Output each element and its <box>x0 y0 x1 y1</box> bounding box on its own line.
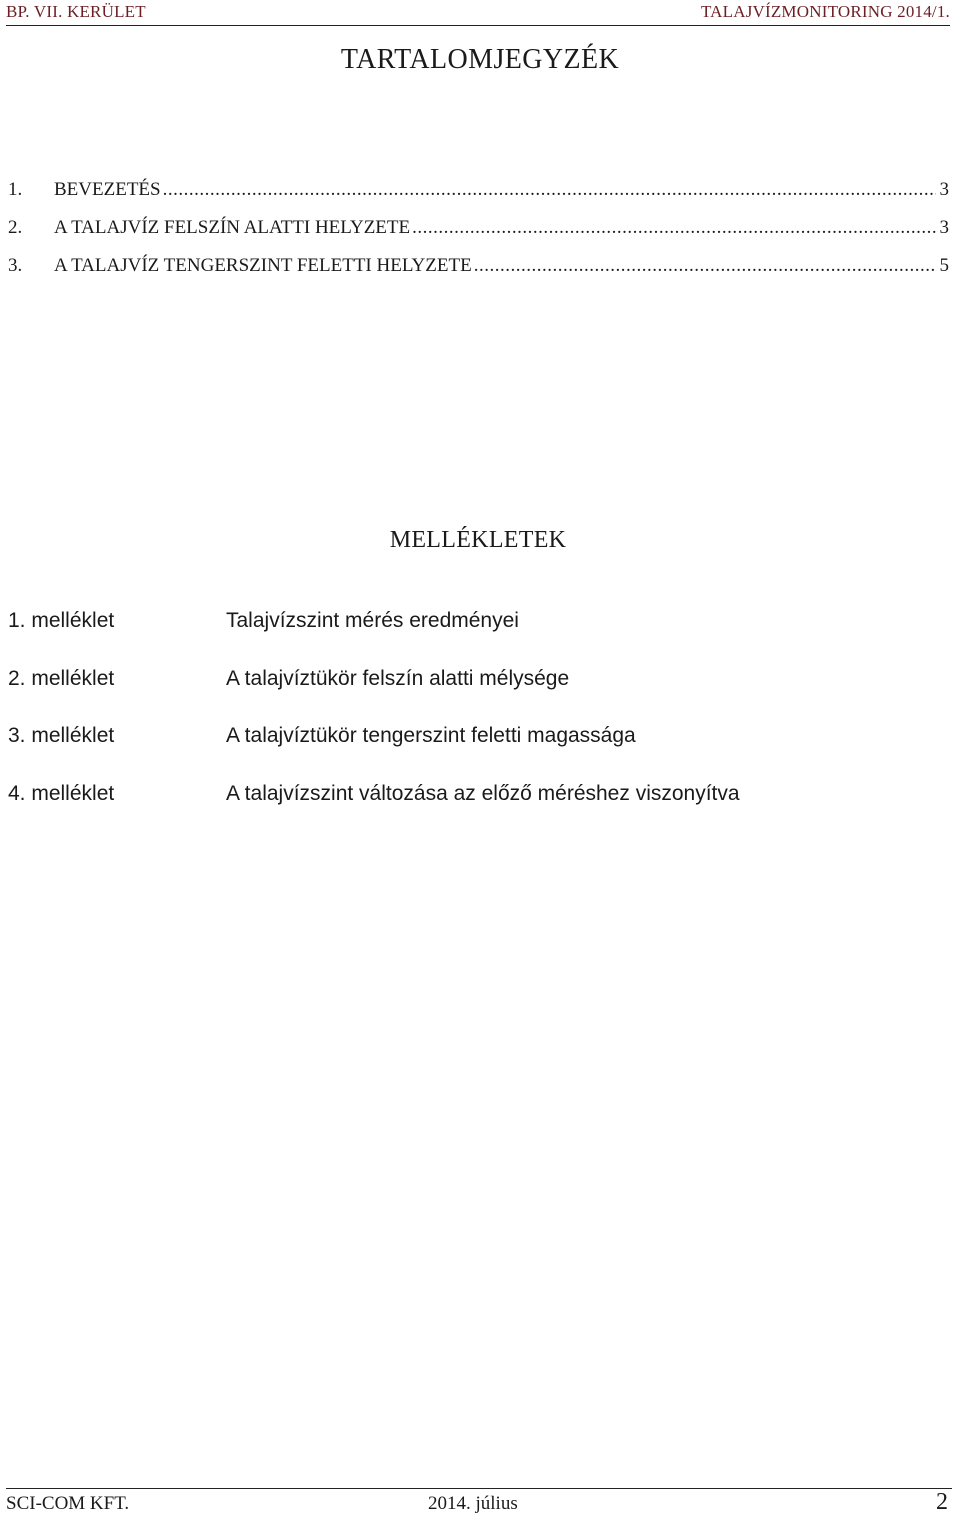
annex-label: 4. melléklet <box>8 781 115 805</box>
toc-entry-text: A TALAJVÍZ TENGERSZINT FELETTI HELYZETE <box>54 255 472 276</box>
toc-entry-number: 3. <box>8 255 23 276</box>
annexes-title: MELLÉKLETEK <box>389 527 567 553</box>
annex-description: Talajvízszint mérés eredményei <box>226 609 519 632</box>
toc-entry-page: 3 <box>939 179 949 200</box>
toc-entry[interactable] <box>8 179 949 217</box>
toc-entry-text: A TALAJVÍZ FELSZÍN ALATTI HELYZETE <box>54 217 411 238</box>
annex-row <box>8 609 948 667</box>
toc-entry[interactable] <box>8 217 949 255</box>
annex-label: 2. melléklet <box>8 666 115 690</box>
toc-list <box>8 179 949 293</box>
toc-entry-page: 3 <box>939 217 949 238</box>
page-number: 2 <box>936 1489 948 1515</box>
toc-entry-number: 1. <box>8 179 23 200</box>
toc-dot-leader <box>412 217 935 239</box>
page-footer <box>6 1488 952 1517</box>
footer-date: 2014. július <box>428 1493 518 1514</box>
annexes-list <box>8 609 948 839</box>
annex-label: 3. melléklet <box>8 724 115 747</box>
header-district: BP. VII. KERÜLET <box>6 2 146 21</box>
annex-label: 1. melléklet <box>8 609 115 632</box>
header-report-title: TALAJVÍZMONITORING 2014/1. <box>700 2 950 21</box>
annex-row <box>8 667 948 725</box>
toc-dot-leader <box>474 255 936 277</box>
annex-description: A talajvízszint változása az előző méréshez viszonyítva <box>226 781 740 805</box>
toc-entry-page: 5 <box>939 255 949 276</box>
toc-title: TARTALOMJEGYZÉK <box>340 44 620 75</box>
annex-description: A talajvíztükör tengerszint feletti magassága <box>226 724 636 747</box>
toc-dot-leader <box>163 179 936 201</box>
toc-entry-number: 2. <box>8 217 23 238</box>
footer-company: SCI-COM KFT. <box>6 1493 130 1514</box>
annex-row <box>8 782 948 840</box>
page-header <box>6 0 950 26</box>
toc-entry-text: BEVEZETÉS <box>54 179 161 200</box>
annex-row <box>8 724 948 782</box>
annex-description: A talajvíztükör felszín alatti mélysége <box>226 666 570 690</box>
toc-entry[interactable] <box>8 255 949 293</box>
